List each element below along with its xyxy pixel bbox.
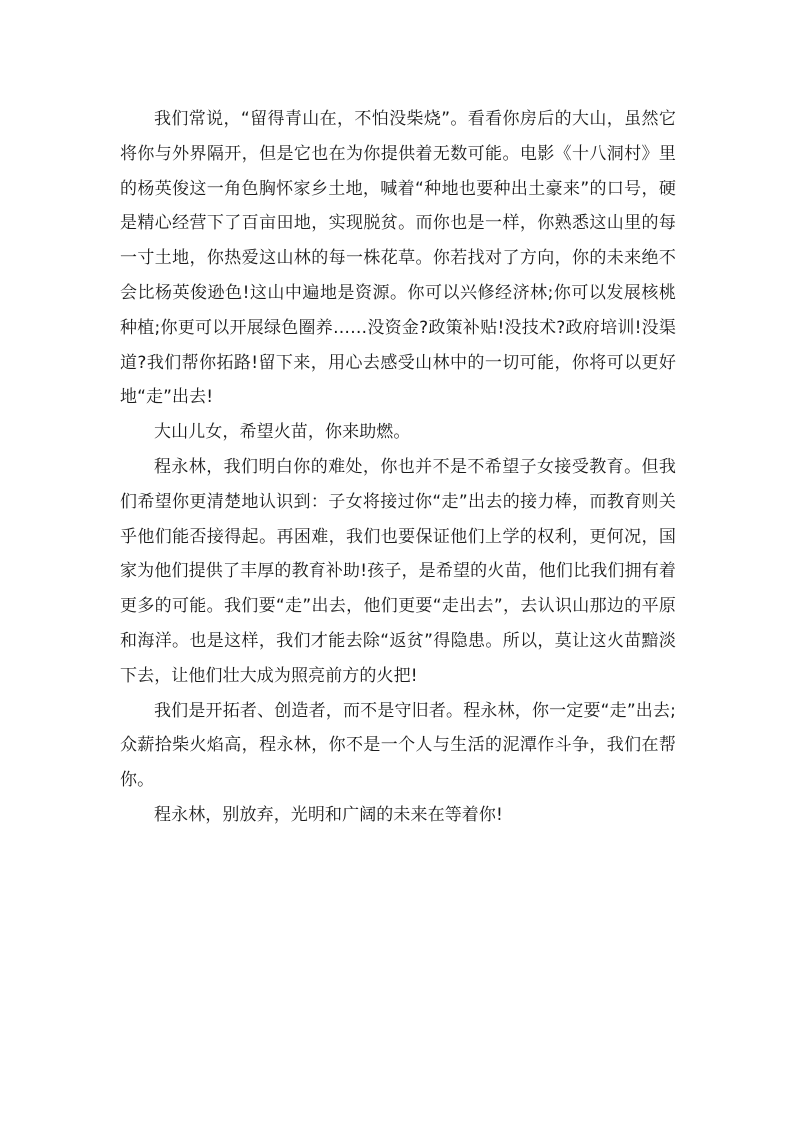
paragraph-pioneers: 我们是开拓者、创造者，而不是守旧者。程永林，你一定要“走”出去;众薪拾柴火焰高，程永林，你不是一个人与生活的泥潭作斗争，我们在帮你。 — [120, 700, 676, 791]
paragraph-education: 程永林，我们明白你的难处，你也并不是不希望子女接受教育。但我们希望你更清楚地认识到：子女将接过你“走”出去的接力棒，而教育则关乎他们能否接得起。再困难，我们也要保证他们上学的权利，更何况，国家为他们提供了丰厚的教育补助!孩子，是希望的火苗，他们比我们拥有着更多的可能。我们要“走”出去，他们更要“走出去”，去认识山那边的平原和海洋。也是这样，我们才能去除“返贫”得隐患。所以，莫让这火苗黯淡下去，让他们壮大成为照亮前方的火把! — [120, 456, 676, 686]
paragraph-resources: 我们常说，“留得青山在，不怕没柴烧”。看看你房后的大山，虽然它将你与外界隔开，但是它也在为你提供着无数可能。电影《十八洞村》里的杨英俊这一角色胸怀家乡土地，喊着“种地也要种出土豪来”的口号，硬是精心经营下了百亩田地，实现脱贫。而你也是一样，你熟悉这山里的每一寸土地，你热爱这山林的每一株花草。你若找对了方向，你的未来绝不会比杨英俊逊色!这山中遍地是资源。你可以兴修经济林;你可以发展核桃种植;你更可以开展绿色圈养……没资金?政策补贴!没技术?政府培训!没渠道?我们帮你拓路!留下来，用心去感受山林中的一切可能，你将可以更好地“走”出去! — [120, 109, 676, 408]
paragraph-closing: 程永林，别放弃，光明和广阔的未来在等着你! — [154, 804, 503, 825]
paragraph-hope-flame: 大山儿女，希望火苗，你来助燃。 — [154, 422, 411, 443]
document-body — [120, 102, 676, 833]
